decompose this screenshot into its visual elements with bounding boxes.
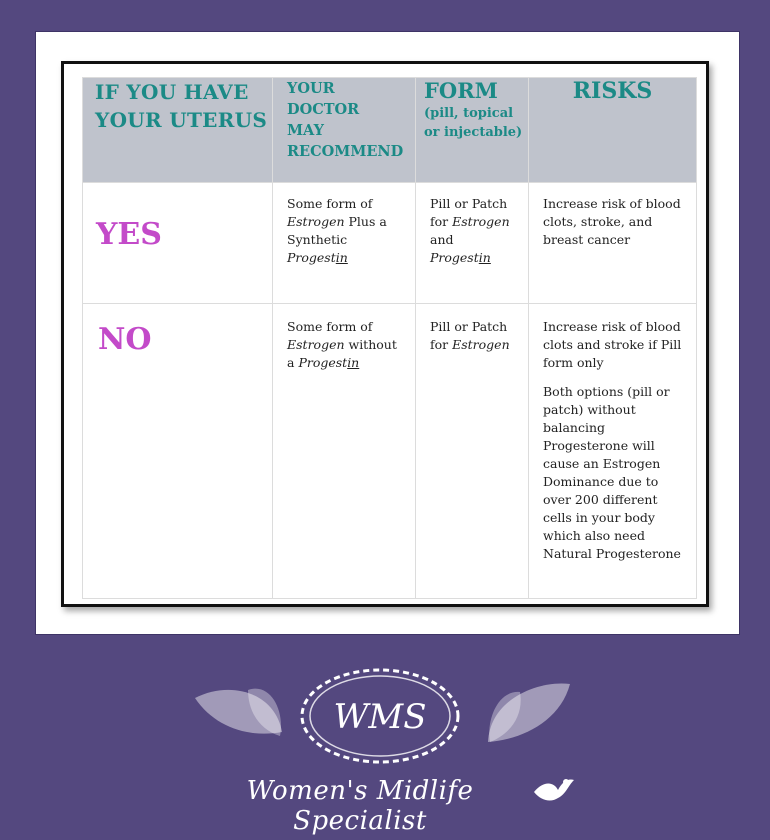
progestin-prefix: Progest [287,250,336,265]
recommend-text: without [344,337,397,352]
answer-no: NO [98,322,152,357]
form-estrogen: Estrogen [452,214,510,229]
recommend-estrogen: Estrogen [287,214,345,229]
header-form-sub1: (pill, topical [424,106,514,121]
progestin-prefix: Progest [298,355,348,370]
form-text: for [430,214,453,229]
recommend-estrogen: Estrogen [287,337,345,352]
header-uterus-line1: IF YOU HAVE [95,80,249,104]
progestin-suffix: in [347,355,360,370]
header-uterus-line2: YOUR UTERUS [95,108,268,132]
recommend-cell [273,183,416,304]
header-recommend-line4: RECOMMEND [287,143,404,160]
answer-yes: YES [96,217,162,252]
recommend-progestin [287,250,348,265]
recommend-cell [273,304,416,599]
answer-cell [83,183,273,304]
form-text: and [430,232,454,247]
form-text: Pill or Patch [430,196,508,211]
header-uterus [83,78,273,183]
form-progestin [430,250,491,265]
table-frame [61,61,709,607]
header-risks [529,78,697,183]
header-recommend-line1: YOUR [287,80,335,97]
table-row-yes [83,183,697,304]
recommend-text: Synthetic [287,232,348,247]
recommend-text: Some form of [287,196,373,211]
header-row [83,78,697,183]
logo-graphic [190,660,590,780]
brand-logo [190,660,590,840]
dove-icon [530,772,576,808]
header-form-title: FORM [424,78,498,103]
progestin-prefix: Progest [430,250,479,265]
form-text: Pill or Patch [430,319,508,334]
header-form-sub2: or injectable) [424,125,523,140]
risk-text: Both options (pill or patch) without balancing Progesterone will cause an Estrogen Dominance due to over 200 different cells in your body which also need Natural Progesterone [543,384,681,561]
header-risks-label: RISKS [572,78,653,104]
progestin-suffix: in [478,250,491,265]
form-cell [416,183,529,304]
header-recommend-line3: MAY [287,122,324,139]
monogram: WMS [333,697,427,737]
form-cell [416,304,529,599]
infographic-card [35,31,740,635]
recommend-text: a [287,355,299,370]
header-form [416,78,529,183]
risks-cell [529,304,697,599]
recommend-progestin [298,355,359,370]
form-text: for [430,337,453,352]
form-estrogen: Estrogen [452,337,510,352]
brand-name: Women's Midlife Specialist [246,776,474,836]
header-recommend-line2: DOCTOR [287,101,360,118]
risk-text: Increase risk of blood clots and stroke if Pill form only [543,319,682,370]
answer-cell [83,304,273,599]
risks-cell [529,183,697,304]
recommend-text: Some form of [287,319,373,334]
comparison-table [82,77,697,599]
table-row-no [83,304,697,599]
recommend-text: Plus a [344,214,387,229]
risk-text: Increase risk of blood clots, stroke, and breast cancer [543,196,681,247]
progestin-suffix: in [335,250,348,265]
header-recommend [273,78,416,183]
